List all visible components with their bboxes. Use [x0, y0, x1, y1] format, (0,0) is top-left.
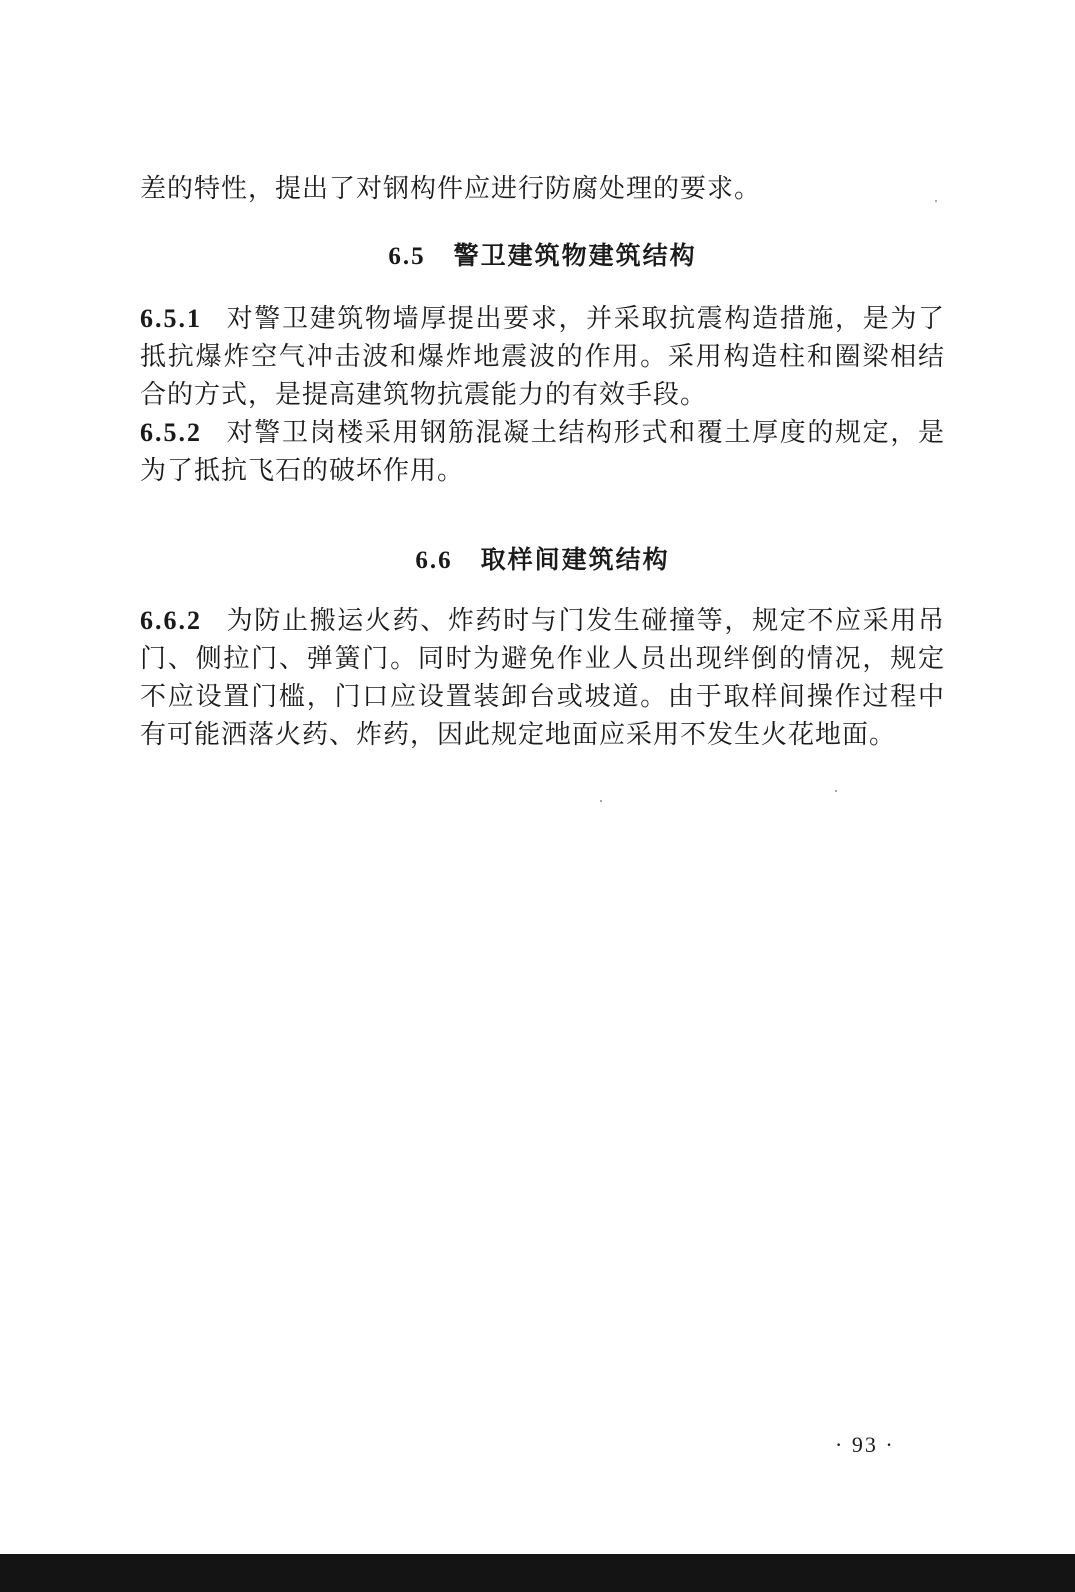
- section-heading-6-5: [140, 236, 945, 272]
- clause-text: 对警卫建筑物墙厚提出要求，并采取抗震构造措施，是为了抵抗爆炸空气冲击波和爆炸地震波的作用。采用构造柱和圈梁相结合的方式，是提高建筑物抗震能力的有效手段。: [140, 304, 945, 410]
- section-number: 6.5: [388, 243, 426, 270]
- clause-number: 6.5.2: [140, 418, 202, 447]
- clause-6-6-2: [140, 602, 945, 754]
- section-title: 取样间建筑结构: [480, 545, 670, 574]
- clause-6-5-2: [140, 414, 945, 490]
- scan-bottom-border: [0, 1554, 1075, 1592]
- clause-text: 为防止搬运火药、炸药时与门发生碰撞等，规定不应采用吊门、侧拉门、弹簧门。同时为避免作业人员出现绊倒的情况，规定不应设置门槛，门口应设置装卸台或坡道。由于取样间操作过程中有可能洒落火药、炸药，因此规定地面应采用不发生火花地面。: [140, 606, 945, 750]
- section-number: 6.6: [415, 547, 453, 574]
- continuation-text: 差的特性，提出了对钢构件应进行防腐处理的要求。: [140, 174, 762, 204]
- section-6-6-body: [140, 602, 945, 754]
- clause-number: 6.5.1: [140, 304, 202, 333]
- clause-6-5-1: [140, 300, 945, 414]
- scan-speck: [835, 790, 837, 792]
- scan-speck: [600, 800, 602, 802]
- clause-text: 对警卫岗楼采用钢筋混凝土结构形式和覆土厚度的规定，是为了抵抗飞石的破坏作用。: [140, 418, 945, 486]
- section-title: 警卫建筑物建筑结构: [453, 241, 697, 270]
- continuation-paragraph: [140, 170, 945, 208]
- section-6-5-body: [140, 300, 945, 490]
- section-heading-6-6: [140, 540, 945, 576]
- page-number: · 93 ·: [835, 1432, 895, 1457]
- scan-speck: [935, 200, 937, 202]
- clause-number: 6.6.2: [140, 606, 202, 635]
